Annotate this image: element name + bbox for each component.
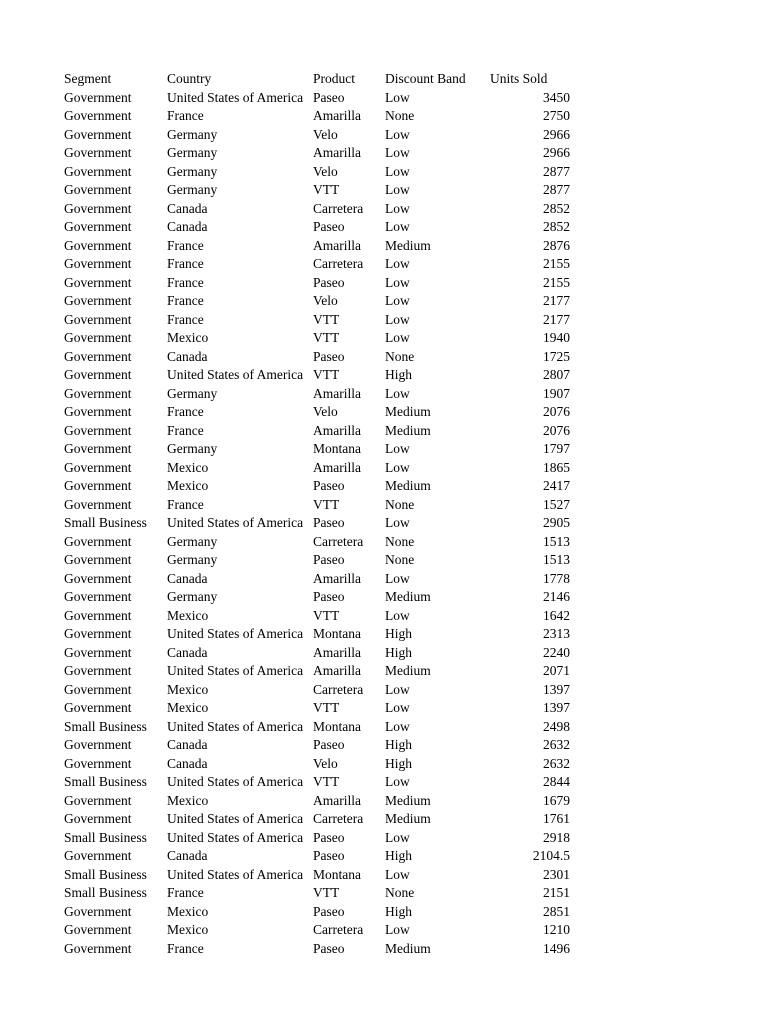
cell-discount-band: None [385,108,415,123]
table-row [64,718,570,737]
table-row [64,385,570,404]
cell-units-sold: 2076 [543,404,570,419]
cell-country: Mexico [167,700,209,715]
table-row [64,514,570,533]
cell-product: Velo [313,163,338,179]
cell-product: Amarilla [313,108,361,123]
cell-units-sold: 2632 [543,755,570,771]
cell-units-sold: 1679 [543,792,570,808]
cell-segment: Small Business [64,829,147,845]
cell-country: Germany [167,182,218,197]
cell-segment: Small Business [64,718,147,734]
cell-product: Paseo [313,478,345,493]
cell-discount-band: High [385,848,412,863]
cell-units-sold: 2844 [543,774,570,789]
cell-units-sold: 2177 [543,311,570,327]
cell-country: Canada [167,755,208,771]
cell-discount-band: Low [385,256,410,271]
cell-units-sold: 2177 [543,293,570,308]
cell-segment: Government [64,903,132,919]
table-row [64,126,570,145]
cell-units-sold: 2155 [543,274,570,290]
cell-country: Canada [167,219,208,234]
header-product: Product [313,71,355,86]
cell-country: United States of America [167,811,304,826]
table-row [64,588,570,607]
cell-segment: Government [64,922,132,937]
cell-country: United States of America [167,515,304,530]
cell-country: United States of America [167,774,304,789]
cell-product: Velo [313,404,338,419]
cell-units-sold: 2155 [543,256,570,271]
table-row [64,89,570,108]
cell-product: Paseo [313,737,345,752]
cell-country: Canada [167,200,208,216]
cell-discount-band: High [385,737,412,752]
cell-segment: Government [64,256,132,271]
table-row [64,625,570,644]
cell-country: Canada [167,644,208,660]
cell-country: United States of America [167,89,304,105]
cell-units-sold: 1210 [543,922,570,937]
cell-segment: Small Business [64,774,147,789]
cell-discount-band: Low [385,866,410,882]
header-segment: Segment [64,71,112,86]
table-row [64,496,570,515]
cell-units-sold: 1397 [543,700,570,715]
table-row [64,366,570,385]
header-units-sold: Units Sold [490,71,548,86]
cell-units-sold: 2632 [543,737,570,752]
cell-product: Amarilla [313,459,361,475]
cell-segment: Government [64,626,132,641]
cell-units-sold: 1940 [543,330,570,345]
table-row [64,107,570,126]
cell-product: Paseo [313,219,345,234]
cell-country: Germany [167,533,218,549]
table-row [64,533,570,552]
cell-product: VTT [313,311,340,327]
cell-discount-band: Low [385,607,410,623]
cell-product: Paseo [313,515,345,530]
table-row [64,181,570,200]
cell-discount-band: Medium [385,422,431,438]
cell-units-sold: 2852 [543,219,570,234]
cell-units-sold: 1907 [543,385,570,401]
cell-product: Carretera [313,533,364,549]
cell-discount-band: Low [385,293,410,308]
cell-segment: Government [64,811,132,826]
cell-country: Canada [167,848,208,863]
cell-country: France [167,237,204,253]
cell-units-sold: 2877 [543,163,570,179]
cell-units-sold: 2301 [543,866,570,882]
cell-units-sold: 2104.5 [532,848,570,863]
table-row [64,255,570,274]
table-header-row [64,70,570,89]
cell-units-sold: 2313 [543,626,570,641]
cell-discount-band: None [385,552,415,567]
cell-country: United States of America [167,663,304,678]
cell-segment: Government [64,348,132,364]
cell-units-sold: 1527 [543,496,570,512]
cell-country: Germany [167,441,218,456]
cell-segment: Government [64,293,132,308]
table-row [64,792,570,811]
cell-segment: Government [64,644,132,660]
cell-segment: Government [64,441,132,456]
cell-country: United States of America [167,626,304,641]
cell-segment: Government [64,311,132,327]
cell-units-sold: 2498 [543,718,570,734]
cell-country: France [167,274,204,290]
cell-product: Amarilla [313,570,361,586]
cell-discount-band: Medium [385,478,431,493]
table-body [64,89,570,959]
cell-segment: Government [64,552,132,567]
cell-product: VTT [313,700,340,715]
cell-discount-band: Low [385,774,410,789]
cell-segment: Government [64,940,132,956]
table-row [64,884,570,903]
cell-segment: Government [64,330,132,345]
cell-country: France [167,496,204,512]
cell-units-sold: 2905 [543,515,570,530]
cell-country: Mexico [167,459,209,475]
cell-segment: Government [64,89,132,105]
sales-table [64,70,570,958]
table-row [64,144,570,163]
cell-discount-band: Medium [385,663,431,678]
cell-segment: Government [64,755,132,771]
cell-discount-band: Low [385,311,410,327]
cell-segment: Government [64,182,132,197]
cell-discount-band: Low [385,330,410,345]
table-row [64,847,570,866]
cell-segment: Government [64,607,132,623]
table-row [64,459,570,478]
cell-discount-band: None [385,348,415,364]
cell-segment: Government [64,737,132,752]
cell-units-sold: 3450 [543,89,570,105]
table-row [64,866,570,885]
cell-country: France [167,422,204,438]
table-row [64,237,570,256]
table-row [64,329,570,348]
cell-discount-band: None [385,496,415,512]
cell-product: VTT [313,496,340,512]
cell-units-sold: 1496 [543,940,570,956]
cell-product: Amarilla [313,385,361,401]
cell-product: Paseo [313,848,345,863]
cell-discount-band: Medium [385,940,431,956]
table-row [64,163,570,182]
cell-country: Germany [167,552,218,567]
cell-product: Carretera [313,256,364,271]
cell-product: VTT [313,885,340,900]
cell-country: Mexico [167,792,209,808]
cell-country: Mexico [167,922,209,937]
cell-product: Velo [313,755,338,771]
cell-units-sold: 1725 [543,348,570,364]
cell-discount-band: Low [385,385,410,401]
table-row [64,477,570,496]
cell-discount-band: Medium [385,404,431,419]
cell-segment: Government [64,663,132,678]
table-row [64,570,570,589]
cell-product: Velo [313,293,338,308]
cell-discount-band: Medium [385,237,431,253]
table-row [64,422,570,441]
cell-discount-band: Low [385,922,410,937]
cell-product: Paseo [313,348,345,364]
cell-segment: Government [64,533,132,549]
table-row [64,292,570,311]
table-row [64,755,570,774]
cell-discount-band: High [385,626,412,641]
cell-country: France [167,311,204,327]
cell-product: Paseo [313,940,345,956]
cell-segment: Government [64,570,132,586]
cell-country: United States of America [167,367,304,382]
cell-units-sold: 1513 [543,552,570,567]
cell-product: Carretera [313,811,364,826]
header-discount-band: Discount Band [385,71,466,86]
cell-segment: Government [64,848,132,863]
cell-segment: Government [64,589,132,604]
table-row [64,274,570,293]
cell-product: Carretera [313,922,364,937]
cell-country: United States of America [167,866,304,882]
table-row [64,348,570,367]
cell-segment: Government [64,385,132,401]
cell-discount-band: Medium [385,589,431,604]
cell-discount-band: Low [385,89,410,105]
cell-discount-band: Low [385,718,410,734]
cell-country: Germany [167,385,218,401]
cell-discount-band: Low [385,274,410,290]
cell-segment: Government [64,496,132,512]
table-row [64,736,570,755]
cell-product: Paseo [313,589,345,604]
header-country: Country [167,71,212,86]
cell-country: Germany [167,145,218,160]
cell-units-sold: 2151 [543,885,570,900]
table-row [64,829,570,848]
cell-units-sold: 2071 [543,663,570,678]
cell-product: Montana [313,441,361,456]
cell-segment: Government [64,459,132,475]
cell-segment: Government [64,126,132,142]
cell-country: Mexico [167,607,209,623]
cell-country: Germany [167,589,218,604]
table-row [64,699,570,718]
cell-product: Carretera [313,200,364,216]
cell-units-sold: 2240 [543,644,570,660]
cell-units-sold: 2876 [543,237,570,253]
cell-product: Paseo [313,903,345,919]
table-row [64,403,570,422]
cell-product: Amarilla [313,792,361,808]
cell-discount-band: High [385,903,412,919]
cell-country: France [167,404,204,419]
cell-units-sold: 1797 [543,441,570,456]
cell-units-sold: 2146 [543,589,570,604]
cell-product: Amarilla [313,237,361,253]
cell-product: Paseo [313,829,345,845]
cell-segment: Government [64,200,132,216]
cell-segment: Government [64,163,132,179]
cell-country: Mexico [167,903,209,919]
cell-product: VTT [313,330,340,345]
table-row [64,551,570,570]
cell-discount-band: Low [385,200,410,216]
cell-discount-band: Low [385,570,410,586]
cell-discount-band: Low [385,126,410,142]
cell-units-sold: 1513 [543,533,570,549]
cell-units-sold: 2750 [543,108,570,123]
cell-product: Montana [313,866,361,882]
table-row [64,810,570,829]
cell-units-sold: 1761 [543,811,570,826]
cell-product: Amarilla [313,663,361,678]
cell-product: Montana [313,626,361,641]
cell-segment: Government [64,681,132,697]
cell-country: Mexico [167,478,209,493]
cell-discount-band: Low [385,219,410,234]
table-row [64,921,570,940]
cell-country: France [167,940,204,956]
cell-units-sold: 1397 [543,681,570,697]
table-row [64,200,570,219]
cell-segment: Government [64,478,132,493]
cell-discount-band: High [385,644,412,660]
cell-segment: Small Business [64,885,147,900]
cell-segment: Small Business [64,515,147,530]
cell-discount-band: Medium [385,811,431,826]
cell-segment: Government [64,219,132,234]
cell-country: Canada [167,570,208,586]
cell-discount-band: Low [385,459,410,475]
cell-product: Paseo [313,274,345,290]
table-row [64,940,570,959]
cell-country: France [167,108,204,123]
cell-country: United States of America [167,829,304,845]
cell-units-sold: 2851 [543,903,570,919]
cell-discount-band: Low [385,182,410,197]
cell-units-sold: 2807 [543,367,570,382]
cell-discount-band: Low [385,441,410,456]
table-row [64,662,570,681]
cell-segment: Government [64,237,132,253]
cell-discount-band: Low [385,681,410,697]
cell-units-sold: 1642 [543,607,570,623]
cell-product: VTT [313,182,340,197]
cell-discount-band: Low [385,145,410,160]
table-row [64,607,570,626]
table-row [64,311,570,330]
cell-segment: Government [64,404,132,419]
cell-product: VTT [313,607,340,623]
cell-product: VTT [313,774,340,789]
cell-units-sold: 2966 [543,145,570,160]
table-row [64,644,570,663]
cell-segment: Government [64,700,132,715]
cell-discount-band: High [385,367,412,382]
cell-units-sold: 2852 [543,200,570,216]
table-row [64,440,570,459]
table-row [64,681,570,700]
cell-country: Germany [167,163,218,179]
cell-units-sold: 1865 [543,459,570,475]
cell-product: Paseo [313,552,345,567]
cell-discount-band: Medium [385,792,431,808]
cell-country: Germany [167,126,218,142]
cell-segment: Government [64,422,132,438]
table-row [64,218,570,237]
cell-units-sold: 2918 [543,829,570,845]
cell-product: Amarilla [313,145,361,160]
cell-units-sold: 2076 [543,422,570,438]
cell-product: VTT [313,367,340,382]
cell-discount-band: High [385,755,412,771]
cell-country: Mexico [167,330,209,345]
cell-country: France [167,256,204,271]
cell-country: France [167,293,204,308]
cell-discount-band: Low [385,700,410,715]
cell-product: Carretera [313,681,364,697]
cell-segment: Government [64,367,132,382]
cell-country: United States of America [167,718,304,734]
cell-discount-band: Low [385,515,410,530]
cell-country: Canada [167,737,208,752]
cell-product: Amarilla [313,644,361,660]
cell-product: Paseo [313,89,345,105]
cell-segment: Government [64,792,132,808]
cell-segment: Government [64,145,132,160]
cell-segment: Government [64,274,132,290]
cell-discount-band: Low [385,163,410,179]
cell-country: Mexico [167,681,209,697]
cell-units-sold: 1778 [543,570,570,586]
cell-segment: Small Business [64,866,147,882]
cell-discount-band: None [385,885,415,900]
cell-units-sold: 2966 [543,126,570,142]
cell-product: Velo [313,126,338,142]
cell-product: Montana [313,718,361,734]
sales-sheet [64,70,584,958]
cell-segment: Government [64,108,132,123]
cell-country: Canada [167,348,208,364]
table-row [64,773,570,792]
table-row [64,903,570,922]
cell-country: France [167,885,204,900]
cell-units-sold: 2877 [543,182,570,197]
cell-units-sold: 2417 [543,478,570,493]
cell-discount-band: Low [385,829,410,845]
cell-discount-band: None [385,533,415,549]
cell-product: Amarilla [313,422,361,438]
